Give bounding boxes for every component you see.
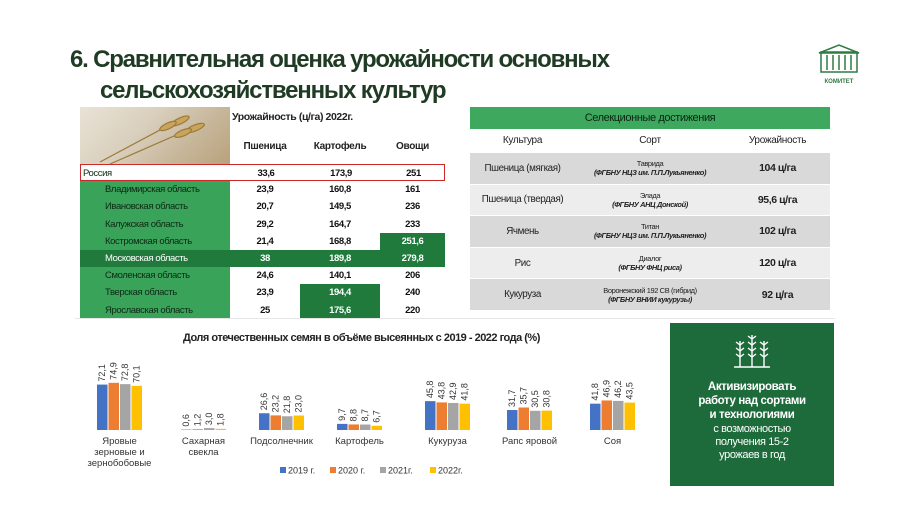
data-label: 43,5 (624, 382, 635, 400)
table-row (80, 181, 445, 198)
yield-table-caption: Урожайность (ц/га) 2022г. (232, 111, 353, 123)
variety-name: Воронежский 192 СВ (гибрид) (603, 285, 697, 295)
chart-bar (259, 413, 270, 430)
region-name: Владимирская область (80, 181, 230, 198)
chart-bar (120, 384, 131, 430)
yield-value: 120 ц/га (759, 257, 796, 270)
yield-value: 104 ц/га (759, 162, 796, 175)
variety-cell (575, 185, 725, 216)
institution-name: (ФГБНУ НЦЗ им. П.П.Лукьяненко) (593, 168, 707, 178)
vegetables-value: 233 (405, 218, 420, 230)
chart-canvas (75, 322, 660, 517)
chart-bar (590, 404, 601, 430)
region-name: Ярославская область (80, 302, 230, 319)
data-label: 72,1 (97, 364, 108, 382)
vegetables-value: 251 (406, 168, 421, 179)
chart-bar (294, 416, 305, 430)
logo-text: КОМИТЕТ (824, 79, 854, 85)
data-label: 23,0 (293, 394, 304, 413)
column-variety: Сорт (639, 135, 661, 146)
region-name: Московская область (80, 250, 230, 267)
seed-share-chart (75, 322, 660, 517)
potato-value: 140,1 (329, 270, 351, 282)
title-line-1: 6. Сравнительная оценка урожайности основных (70, 46, 609, 73)
headline-line: Активизировать (707, 381, 797, 393)
potato-value: 194,4 (300, 284, 380, 301)
crop-name: Пшеница (мягкая) (484, 162, 561, 174)
chart-title: Доля отечественных семян в объёме высеянных с 2019 - 2022 года (%) (183, 332, 540, 344)
detail-line: урожаев в год (719, 449, 785, 461)
title-line-2: сельскохозяйственных культур (100, 77, 446, 104)
crop-name: Ячмень (506, 225, 539, 237)
data-label: 23,2 (270, 394, 281, 413)
section-divider (75, 318, 835, 319)
building-emblem-icon (815, 44, 863, 74)
data-label: 45,8 (425, 380, 436, 399)
region-name: Ивановская область (80, 198, 230, 215)
wheat-value: 23,9 (256, 184, 274, 196)
vegetables-value: 251,6 (380, 233, 445, 250)
recommendation-headline (670, 380, 834, 422)
table-row (470, 247, 830, 279)
data-label: 3,0 (204, 412, 215, 426)
data-label: 35,7 (518, 386, 529, 405)
vegetables-value: 240 (405, 287, 420, 299)
data-label: 1,8 (215, 413, 226, 426)
potato-value: 175,6 (300, 302, 380, 319)
yield-value: 102 ц/га (759, 225, 796, 238)
chart-bar (282, 416, 293, 430)
potato-value: 173,9 (330, 168, 352, 179)
detail-line: получения 15-2 (715, 436, 789, 448)
committee-logo (815, 44, 863, 90)
vegetables-value: 161 (405, 184, 420, 196)
data-label: 74,9 (108, 362, 119, 380)
category-label: свекла (188, 447, 219, 458)
variety-cell (575, 216, 725, 247)
category-label: Сахарная (181, 436, 226, 447)
chart-bar (132, 386, 143, 430)
table-row (80, 233, 445, 250)
potato-value: 164,7 (329, 218, 351, 230)
chart-bar (530, 411, 541, 430)
variety-name: Элада (639, 190, 661, 200)
table-row (80, 284, 445, 301)
column-wheat: Пшеница (243, 141, 287, 152)
potato-value: 189,8 (329, 252, 351, 264)
legend-swatch (280, 467, 286, 473)
breeding-achievements-table (470, 107, 830, 310)
data-label: 1,2 (192, 413, 203, 427)
chart-bar (425, 401, 436, 430)
region-name: Смоленская область (80, 267, 230, 284)
headline-line: и технологиями (709, 409, 795, 421)
chart-bar (193, 429, 204, 430)
variety-name: Титан (640, 222, 660, 232)
legend-label: 2022г. (438, 465, 463, 476)
category-label: зернобобовые (87, 458, 152, 469)
wheat-value: 33,6 (257, 168, 275, 179)
legend-label: 2020 г. (338, 465, 366, 476)
data-label: 30,5 (530, 390, 541, 408)
wheat-value: 25 (260, 304, 270, 316)
potato-value: 149,5 (329, 201, 351, 213)
yield-table-header (230, 107, 445, 164)
data-label: 26,6 (259, 392, 270, 411)
region-name: Тверская область (80, 284, 230, 301)
chart-bar (448, 403, 459, 430)
wheat-value: 29,2 (256, 218, 274, 230)
chart-bar (216, 429, 227, 430)
column-vegetables: Овощи (396, 141, 429, 152)
data-label: 8,7 (360, 409, 371, 422)
data-label: 0,6 (181, 414, 192, 427)
table-row (80, 216, 445, 233)
category-label: Подсолнечник (250, 436, 313, 447)
potato-value: 168,8 (329, 235, 351, 247)
table-row (470, 215, 830, 247)
data-label: 70,1 (131, 365, 142, 383)
column-potato: Картофель (313, 141, 367, 152)
chart-bar (360, 425, 371, 430)
chart-bar (542, 411, 553, 430)
chart-bar (507, 410, 518, 430)
breeding-table-title: Селекционные достижения (470, 107, 830, 129)
chart-bar (625, 403, 636, 430)
legend-label: 2019 г. (288, 465, 316, 476)
chart-bar (204, 428, 215, 430)
category-label: Яровые (102, 436, 137, 447)
region-name: Калужская область (80, 216, 230, 233)
data-label: 8,8 (348, 408, 359, 422)
data-label: 72,8 (120, 363, 131, 382)
vegetables-value: 206 (405, 270, 420, 282)
institution-name: (ФГБНУ ФНЦ риса) (618, 263, 682, 273)
chart-bar (372, 426, 383, 430)
data-label: 42,9 (448, 382, 459, 400)
data-label: 41,8 (590, 383, 601, 401)
crop-name: Кукуруза (504, 289, 541, 301)
legend-swatch (380, 467, 386, 473)
table-row (80, 164, 445, 181)
table-row (80, 267, 445, 284)
legend-swatch (430, 467, 436, 473)
recommendation-box (670, 323, 834, 486)
wheat-photo (80, 107, 230, 164)
region-name: Костромская область (80, 233, 230, 250)
table-row (80, 302, 445, 319)
chart-bar (349, 424, 360, 430)
wheat-value: 24,6 (256, 270, 274, 282)
category-label: Кукуруза (428, 436, 467, 447)
breeding-table-columns (470, 129, 830, 152)
chart-bar (109, 383, 120, 430)
variety-name: Таврида (636, 159, 664, 169)
column-crop: Культура (502, 135, 543, 146)
chart-bar (437, 402, 448, 430)
data-label: 46,9 (601, 379, 612, 398)
chart-bar (519, 408, 530, 430)
institution-name: (ФГБНУ АНЦ Донской) (612, 199, 688, 209)
potato-value: 160,8 (329, 184, 351, 196)
table-row (470, 184, 830, 216)
crop-name: Пшеница (твердая) (481, 194, 564, 206)
data-label: 6,7 (371, 410, 382, 423)
data-label: 9,7 (337, 408, 348, 421)
data-label: 41,8 (459, 383, 470, 401)
legend-swatch (330, 467, 336, 473)
yield-value: 92 ц/га (761, 288, 794, 301)
legend-label: 2021г. (388, 465, 413, 476)
data-label: 43,8 (436, 381, 447, 400)
vegetables-value: 236 (405, 201, 420, 213)
crop-name: Рис (514, 257, 531, 269)
category-label: Соя (603, 436, 622, 447)
table-row (470, 152, 830, 184)
data-label: 21,8 (282, 395, 293, 414)
wheat-value: 23,9 (256, 287, 274, 299)
headline-line: работу над сортами (698, 395, 806, 407)
chart-bar (97, 385, 108, 430)
table-row (470, 278, 830, 310)
data-label: 31,7 (507, 389, 518, 408)
institution-name: (ФГБНУ НЦЗ им. П.П.Лукьяненко) (593, 231, 707, 241)
region-name: Россия (81, 165, 231, 180)
wheat-sprouts-icon (670, 331, 834, 374)
chart-bar (271, 415, 282, 430)
data-label: 46,2 (613, 380, 624, 398)
institution-name: (ФГБНУ ВНИИ кукурузы) (608, 294, 692, 304)
wheat-value: 21,4 (256, 235, 274, 247)
detail-line: с возможностью (713, 423, 791, 435)
table-row (80, 250, 445, 267)
category-label: зерновые и (94, 447, 145, 458)
wheat-value: 38 (260, 252, 270, 264)
table-row (80, 198, 445, 215)
vegetables-value: 279,8 (401, 252, 424, 264)
category-label: Рапс яровой (501, 436, 558, 447)
breeding-table-body (470, 152, 830, 310)
yield-table (80, 164, 445, 319)
chart-bar (337, 424, 348, 430)
category-label: Картофель (335, 436, 384, 447)
variety-cell (575, 279, 725, 310)
chart-bar (613, 401, 624, 430)
column-yield: Урожайность (748, 135, 807, 146)
chart-bar (460, 404, 471, 430)
variety-cell (575, 153, 725, 184)
vegetables-value: 220 (405, 304, 420, 316)
data-label: 30,8 (541, 390, 552, 408)
page-title (70, 44, 790, 106)
recommendation-detail (670, 423, 834, 462)
variety-name: Диалог (638, 254, 662, 264)
wheat-value: 20,7 (256, 201, 274, 213)
variety-cell (575, 248, 725, 279)
chart-bar (602, 400, 613, 430)
yield-value: 95,6 ц/га (757, 193, 798, 206)
